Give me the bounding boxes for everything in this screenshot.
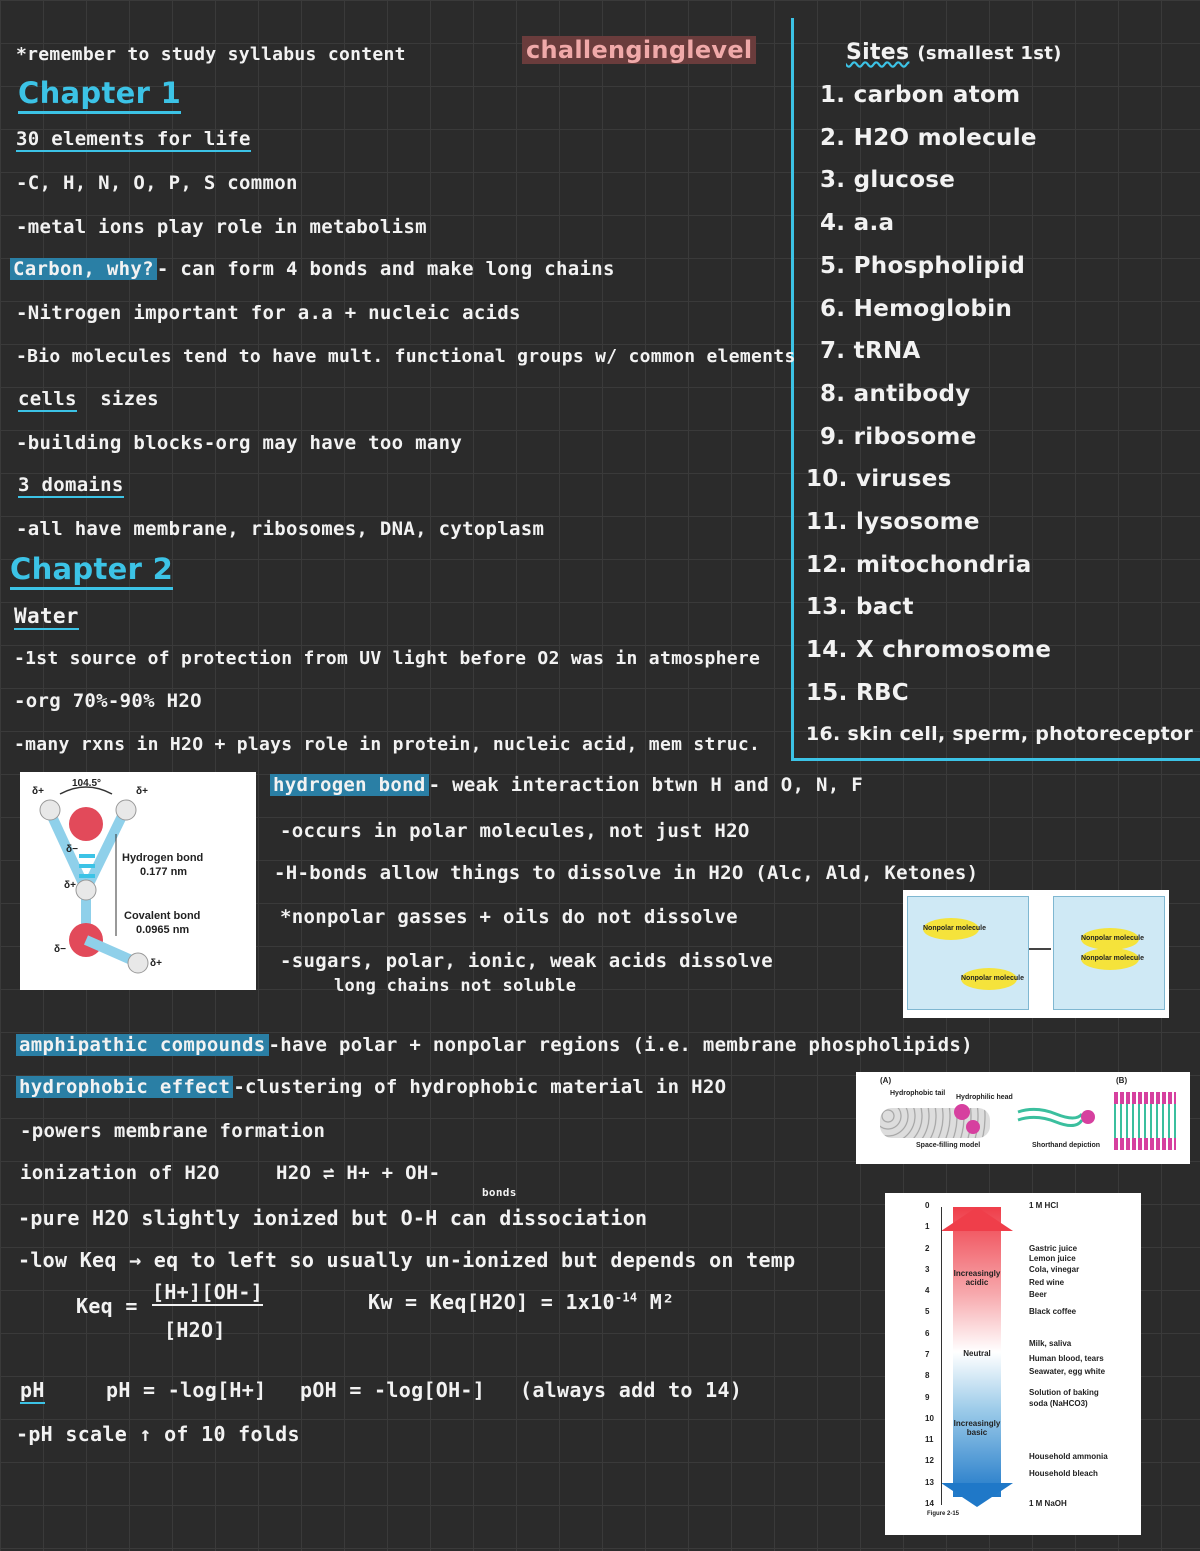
ph-tick: 5 xyxy=(925,1307,930,1317)
sites-title: Sites xyxy=(846,40,910,65)
covalent-bond-length: 0.0965 nm xyxy=(136,924,190,936)
nonpolar-molecule-blob: Nonpolar molecule xyxy=(1081,948,1139,970)
delta-plus-label: δ+ xyxy=(32,786,44,797)
ph-tick: 12 xyxy=(925,1456,934,1466)
hbond-dash xyxy=(79,854,95,858)
sites-divider-horizontal xyxy=(791,758,1200,761)
ch1-carbon-line xyxy=(10,258,615,280)
hbond-note-2: -H-bonds allow things to dissolve in H2O (Alc, Ald, Ketones) xyxy=(274,862,979,884)
hbond-text: - weak interaction btwn H and O, N, F xyxy=(428,774,863,796)
ch2-line-3: -many rxns in H2O + plays role in protein, nucleic acid, mem struc. xyxy=(14,734,761,755)
arrow-down-icon xyxy=(941,1483,1013,1507)
ch2-line-1: -1st source of protection from UV light before O2 was in atmosphere xyxy=(14,648,761,669)
ph-example-label: Human blood, tears xyxy=(1029,1354,1104,1364)
ionization-equation: H2O ⇌ H+ + OH- xyxy=(276,1162,441,1184)
hydrogen-bond-figure xyxy=(20,772,256,990)
ph-tick: 10 xyxy=(925,1413,934,1423)
kw-equation xyxy=(368,1290,674,1314)
phospholipid-figure xyxy=(856,1072,1190,1164)
ph-example-label: soda (NaHCO3) xyxy=(1029,1398,1088,1408)
amphipathic-heading: amphipathic compounds xyxy=(16,1034,269,1056)
panel-b-label: (B) xyxy=(1116,1076,1128,1085)
kw-exponent: -14 xyxy=(614,1290,638,1305)
hydrogen-bond-length: 0.177 nm xyxy=(140,866,188,878)
ch1-line-4: -Bio molecules tend to have mult. functional groups w/ common elements xyxy=(16,346,796,367)
ch1-line-3: -Nitrogen important for a.a + nucleic acids xyxy=(16,302,521,324)
nonpolar-molecule-blob: Nonpolar molecule xyxy=(1081,928,1139,950)
ionization-note-2: -low Keq → eq to left so usually un-ionized but depends on temp xyxy=(18,1248,796,1272)
head-label: Hydrophilic head xyxy=(956,1094,1013,1101)
ph-tick: 7 xyxy=(925,1350,930,1359)
ph-tick: 2 xyxy=(925,1243,930,1253)
hydrophobic-heading: hydrophobic effect xyxy=(16,1076,233,1098)
polar-head xyxy=(966,1120,980,1134)
delta-minus-label: δ− xyxy=(66,844,78,855)
polar-head xyxy=(954,1104,970,1120)
sites-heading xyxy=(846,40,1062,65)
ph-example-label: Seawater, egg white xyxy=(1029,1367,1106,1377)
sites-divider-vertical xyxy=(791,18,794,760)
poh-equation: pOH = -log[OH-] xyxy=(300,1378,486,1402)
ph-tick: 14 xyxy=(925,1499,934,1508)
tail-label: Hydrophobic tail xyxy=(890,1090,946,1097)
ph-axis xyxy=(941,1207,942,1505)
domains-heading: 3 domains xyxy=(18,474,124,496)
kw-unit: M² xyxy=(649,1290,675,1314)
ph-tick: 8 xyxy=(925,1371,930,1381)
ch1-cells-line xyxy=(18,388,159,410)
hbond-note-5: long chains not soluble xyxy=(334,976,577,996)
sites-item: 11. lysosome xyxy=(806,509,980,535)
ph-scale-figure xyxy=(885,1193,1141,1535)
ph-example-label: 1 M NaOH xyxy=(1029,1499,1067,1508)
keq-numerator: [H+][OH-] xyxy=(152,1280,264,1304)
ph-example-label: Beer xyxy=(1029,1290,1047,1300)
sites-item: 15. RBC xyxy=(806,679,909,706)
sites-item: 3. glucose xyxy=(820,167,956,194)
sites-item: 6. Hemoglobin xyxy=(820,295,1013,322)
cells-heading: cells xyxy=(18,388,77,410)
ch1-line-2: -metal ions play role in metabolism xyxy=(16,216,427,238)
ph-example-label: Cola, vinegar xyxy=(1029,1264,1080,1274)
ph-tick: 3 xyxy=(925,1264,930,1274)
ph-example-label: Gastric juice xyxy=(1029,1243,1078,1253)
shorthand-label: Shorthand depiction xyxy=(1032,1142,1101,1149)
nonpolar-molecule-figure xyxy=(903,890,1169,1018)
chapter-1-subheading: 30 elements for life xyxy=(16,128,251,150)
neutral-label: Neutral xyxy=(963,1349,991,1358)
ph-tick: 13 xyxy=(925,1477,934,1487)
delta-minus-label: δ− xyxy=(54,944,66,955)
panel-a-label: (A) xyxy=(880,1076,892,1085)
sites-subtitle: (smallest 1st) xyxy=(917,43,1062,64)
sites-item: 14. X chromosome xyxy=(806,637,1052,664)
oxygen-atom xyxy=(69,807,103,841)
chapter-2-title: Chapter 2 xyxy=(10,552,173,590)
ph-example-label: Household ammonia xyxy=(1029,1452,1108,1462)
ph-tick: 6 xyxy=(925,1328,930,1338)
sites-item: 13. bact xyxy=(806,594,914,621)
ph-note: (always add to 14) xyxy=(520,1378,743,1402)
amphipathic-text: -have polar + nonpolar regions (i.e. membrane phospholipids) xyxy=(268,1034,973,1056)
hbond-dash xyxy=(79,874,95,878)
figure-caption: Figure 2-15 xyxy=(927,1511,960,1517)
arrow-up-icon xyxy=(941,1207,1013,1231)
sites-item: 2. H2O molecule xyxy=(820,124,1037,151)
acidic-label: Increasingly acidic xyxy=(953,1269,1001,1287)
ph-tick: 4 xyxy=(925,1286,930,1296)
water-dimer-diagram xyxy=(20,772,256,990)
hbond-note-4: -sugars, polar, ionic, weak acids dissolve xyxy=(280,950,774,972)
hydrogen-atom xyxy=(128,953,148,973)
water-heading: Water xyxy=(14,604,79,628)
sites-item: 16. skin cell, sperm, photoreceptor xyxy=(806,722,1194,745)
ch1-line-5: -building blocks-org may have too many xyxy=(16,432,463,454)
hbond-note-3: *nonpolar gasses + oils do not dissolve xyxy=(280,906,738,928)
kw-text: Kw = Keq[H2O] = 1x10 xyxy=(368,1290,615,1314)
bilayer-icon xyxy=(1114,1092,1176,1150)
hydrogen-atom xyxy=(40,800,60,820)
ph-tick: 11 xyxy=(925,1435,934,1445)
ionization-heading: ionization of H2O xyxy=(20,1162,220,1184)
ph-example-label: Lemon juice xyxy=(1029,1254,1076,1264)
hydrogen-atom xyxy=(116,800,136,820)
covalent-bond-label: Covalent bond xyxy=(124,910,201,922)
sites-item: 9. ribosome xyxy=(820,423,977,450)
chapter-1-title: Chapter 1 xyxy=(18,76,181,114)
arrow-icon xyxy=(1029,948,1051,950)
carbon-heading: Carbon, why? xyxy=(10,258,157,280)
hbond-dash xyxy=(79,864,95,868)
sites-item: 4. a.a xyxy=(820,210,895,237)
ph-example-label: 1 M HCl xyxy=(1029,1201,1059,1210)
hbond-note-1: -occurs in polar molecules, not just H2O xyxy=(280,820,750,842)
sites-item: 12. mitochondria xyxy=(806,551,1032,578)
hbond-line xyxy=(270,774,863,796)
ph-tick: 1 xyxy=(925,1222,930,1232)
hydrogen-atom xyxy=(76,880,96,900)
hbond-heading: hydrogen bond xyxy=(270,774,429,796)
hydrophobic-text: -clustering of hydrophobic material in H2O xyxy=(233,1076,727,1098)
ph-example-label: Household bleach xyxy=(1029,1469,1098,1479)
ph-tick: 0 xyxy=(925,1201,930,1210)
delta-plus-label: δ+ xyxy=(150,958,162,969)
carbon-text: - can form 4 bonds and make long chains xyxy=(156,258,615,280)
sites-item: 5. Phospholipid xyxy=(820,252,1026,279)
ph-equation: pH = -log[H+] xyxy=(106,1378,267,1402)
ph-example-label: Milk, saliva xyxy=(1029,1339,1072,1349)
nonpolar-molecule-blob: Nonpolar molecule xyxy=(961,968,1017,990)
ph-scale-note: -pH scale ↑ of 10 folds xyxy=(16,1422,300,1446)
amphipathic-line xyxy=(16,1034,973,1056)
difficulty-tag: challenginglevel xyxy=(522,36,756,64)
ph-example-label: Red wine xyxy=(1029,1277,1065,1287)
sites-item: 8. antibody xyxy=(820,380,971,407)
ch1-line-1: -C, H, N, O, P, S common xyxy=(16,172,298,194)
sites-item: 7. tRNA xyxy=(820,338,921,365)
bond-angle-label: 104.5° xyxy=(72,778,102,789)
keq-lhs: Keq = xyxy=(76,1294,138,1318)
ionization-note-1: -pure H2O slightly ionized but O-H can dissociation xyxy=(18,1206,648,1230)
ph-tick: 9 xyxy=(925,1392,930,1402)
delta-plus-label: δ+ xyxy=(136,786,148,797)
nonpolar-molecule-blob: Nonpolar molecule xyxy=(923,918,979,940)
hydrophobic-note: -powers membrane formation xyxy=(20,1120,326,1142)
ph-heading: pH xyxy=(20,1378,45,1402)
reminder-note: *remember to study syllabus content xyxy=(16,44,406,65)
bonds-note: bonds xyxy=(482,1186,517,1199)
ch2-line-2: -org 70%-90% H2O xyxy=(14,690,202,712)
ph-example-label: Solution of baking xyxy=(1029,1388,1099,1398)
basic-label: Increasingly basic xyxy=(953,1419,1001,1437)
sites-item: 1. carbon atom xyxy=(820,82,1021,108)
sites-item: 10. viruses xyxy=(806,466,952,493)
hydrogen-bond-label: Hydrogen bond xyxy=(122,852,204,864)
shorthand-lipid xyxy=(1016,1102,1096,1132)
cells-text: sizes xyxy=(100,388,159,410)
delta-plus-label: δ+ xyxy=(64,880,76,891)
water-box-left xyxy=(907,896,1029,1010)
ch1-line-6: -all have membrane, ribosomes, DNA, cytoplasm xyxy=(16,518,545,540)
hydrophobic-line xyxy=(16,1076,726,1098)
ph-example-label: Black coffee xyxy=(1029,1307,1077,1317)
keq-denominator: [H2O] xyxy=(164,1318,226,1342)
space-filling-label: Space-filling model xyxy=(916,1142,981,1149)
